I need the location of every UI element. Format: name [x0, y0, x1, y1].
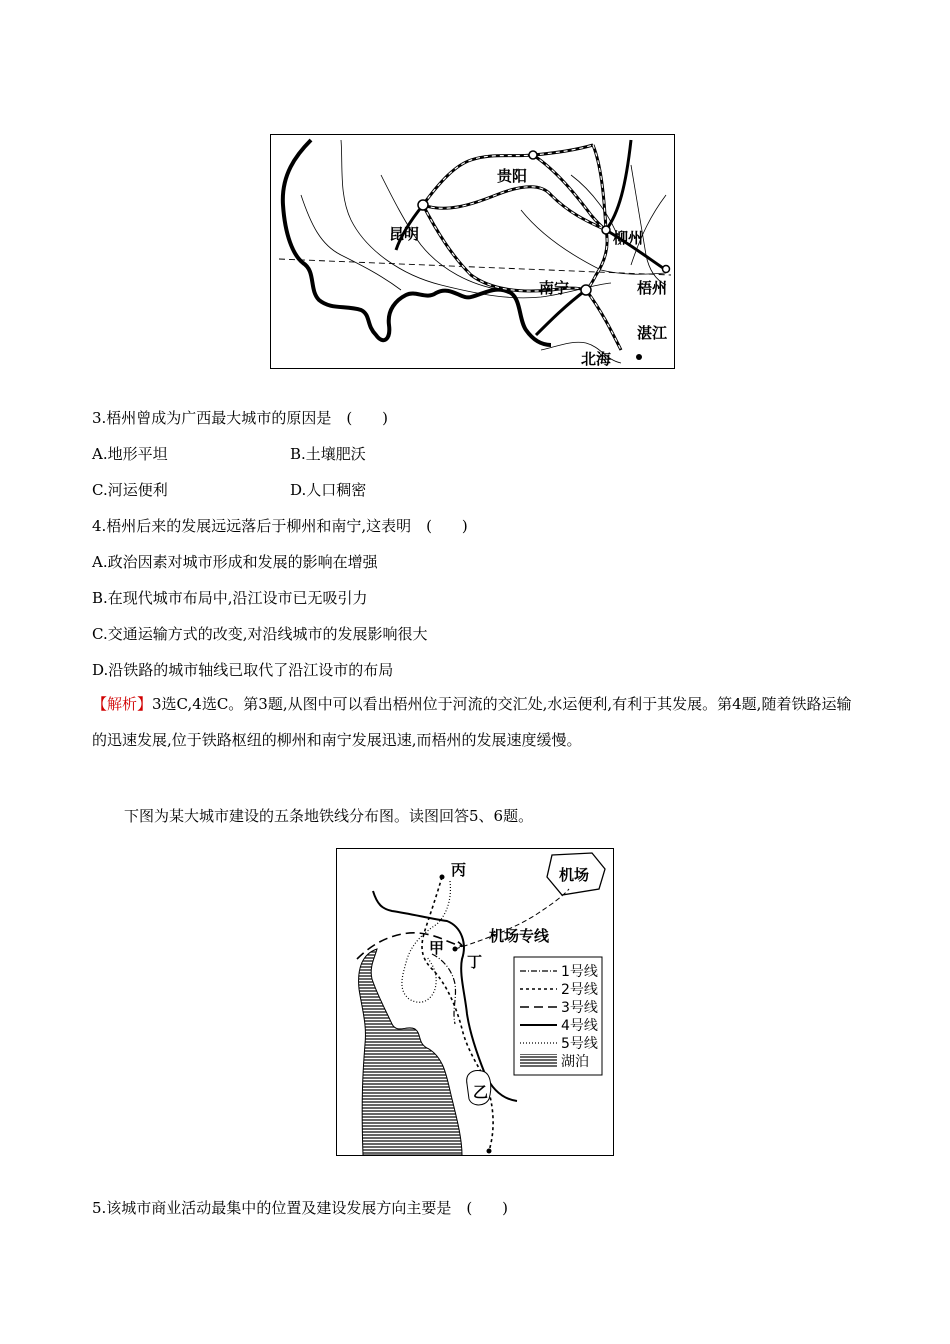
- label-ding: 丁: [467, 953, 483, 971]
- label-bing: 丙: [451, 861, 467, 879]
- label-liuzhou: 柳州: [613, 229, 644, 247]
- label-yi: 乙: [473, 1083, 489, 1101]
- railway-map: [270, 134, 675, 369]
- label-beihai: 北海: [581, 350, 612, 368]
- label-airport-line: 机场专线: [489, 927, 550, 945]
- label-wuzhou: 梧州: [637, 279, 668, 297]
- subway-map: [336, 848, 614, 1156]
- q3-option-b: B.土壤肥沃: [290, 445, 366, 463]
- q3-option-d: D.人口稠密: [290, 481, 367, 499]
- q5-stem: 5.该城市商业活动最集中的位置及建设发展方向主要是 ( ): [92, 1199, 509, 1217]
- q3-option-a: A.地形平坦: [92, 445, 168, 463]
- label-zhanjiang: 湛江: [637, 324, 668, 342]
- legend-line4: 4号线: [561, 1018, 598, 1034]
- q4-option-d: D.沿铁路的城市轴线已取代了沿江设市的布局: [92, 661, 394, 679]
- label-nanning: 南宁: [539, 279, 570, 297]
- legend: [514, 957, 602, 1075]
- q3-stem: 3.梧州曾成为广西最大城市的原因是 ( ): [92, 409, 389, 427]
- analysis-text: 3选C,4选C。第3题,从图中可以看出梧州位于河流的交汇处,水运便利,有利于其发展。第4题,随着铁路运输的迅速发展,位于铁路枢纽的柳州和南宁发展迅速,而梧州的发展速度缓慢。: [92, 695, 852, 749]
- q4-option-a: A.政治因素对城市形成和发展的影响在增强: [92, 553, 378, 571]
- q4-stem: 4.梧州后来的发展远远落后于柳州和南宁,这表明 ( ): [92, 517, 468, 535]
- q4-option-c: C.交通运输方式的改变,对沿线城市的发展影响很大: [92, 625, 428, 643]
- analysis-block: [92, 686, 862, 758]
- label-guiyang: 贵阳: [497, 167, 528, 185]
- label-jia: 甲: [429, 939, 445, 957]
- q4-option-b: B.在现代城市布局中,沿江设市已无吸引力: [92, 589, 368, 607]
- legend-line3: 3号线: [561, 1000, 598, 1016]
- label-airport: 机场: [559, 866, 590, 884]
- q3-option-c: C.河运便利: [92, 481, 168, 499]
- legend-line5: 5号线: [561, 1036, 598, 1052]
- legend-line1: 1号线: [561, 964, 598, 980]
- analysis-tag: 【解析】: [92, 695, 153, 713]
- legend-lake: 湖泊: [561, 1054, 589, 1070]
- intro-q5-6: 下图为某大城市建设的五条地铁线分布图。读图回答5、6题。: [124, 807, 534, 825]
- label-kunming: 昆明: [389, 225, 420, 243]
- legend-line2: 2号线: [561, 982, 598, 998]
